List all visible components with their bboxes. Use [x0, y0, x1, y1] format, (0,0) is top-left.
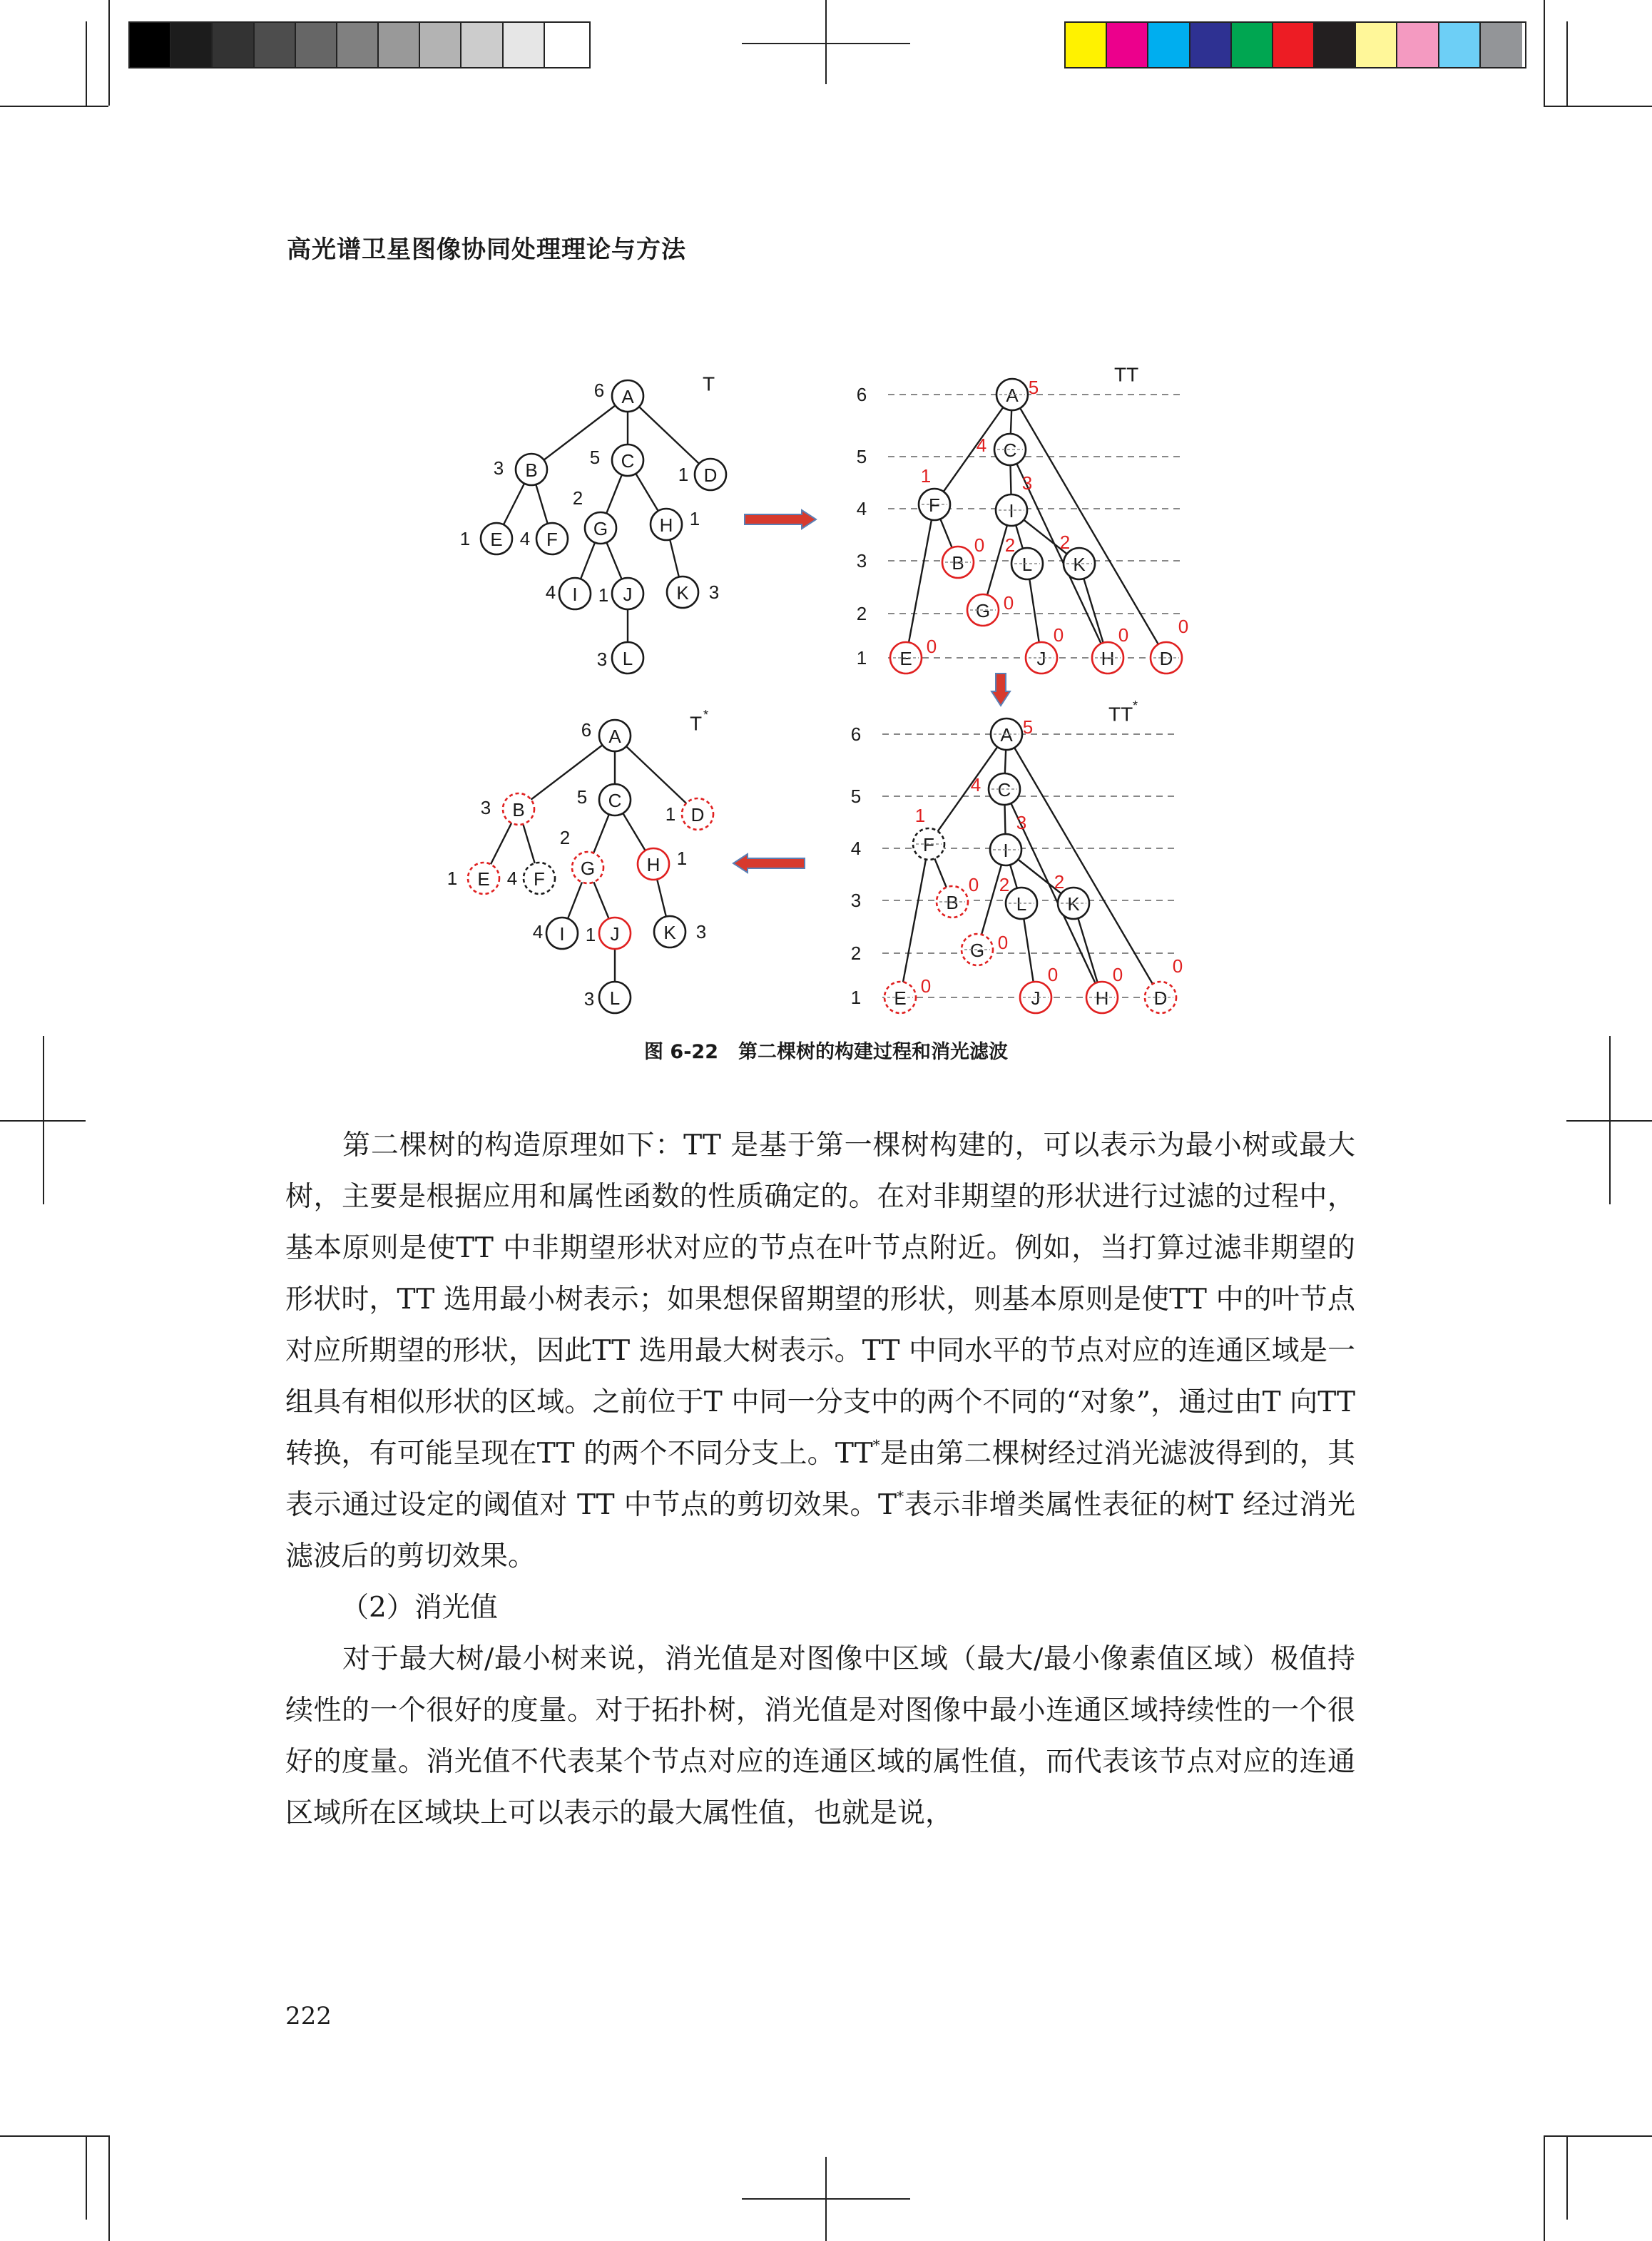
node-label: L: [1021, 554, 1033, 575]
node-label: A: [1000, 724, 1013, 746]
caption-title: 第二棵树的构建过程和消光滤波: [738, 1041, 1008, 1063]
node-weight: 1: [665, 803, 676, 825]
body-text: [285, 1120, 1355, 1839]
node-label: F: [534, 868, 545, 890]
registration-mark: [0, 1120, 86, 1122]
node-weight: 1: [459, 528, 471, 549]
node-weight: 3: [708, 581, 720, 603]
node-weight: 1: [447, 868, 458, 889]
node-label: G: [969, 940, 985, 961]
node-weight: 0: [1118, 624, 1129, 646]
tree-edge: [900, 844, 932, 997]
node-label: C: [621, 450, 635, 472]
node-weight: 2: [559, 827, 571, 848]
node-label: E: [490, 529, 503, 550]
tree-label-star: *: [1133, 698, 1138, 713]
node-weight: 2: [572, 487, 583, 509]
node-label: G: [593, 518, 608, 539]
node-label: J: [610, 923, 620, 945]
node-label: B: [952, 552, 964, 574]
node-weight: 3: [596, 649, 608, 670]
node-weight: 1: [689, 508, 700, 529]
node-label: I: [1003, 840, 1009, 861]
node-weight: 3: [583, 988, 595, 1010]
crop-mark: [86, 2135, 87, 2220]
node-label: K: [676, 582, 689, 604]
node-label: L: [609, 987, 621, 1009]
node-weight: 1: [676, 848, 688, 869]
level-label: 6: [856, 384, 867, 405]
node-weight: 2: [1004, 534, 1016, 556]
node-label: H: [646, 854, 661, 875]
node-weight: 2: [1059, 532, 1071, 553]
node-label: L: [622, 648, 633, 669]
node-weight: 3: [1021, 472, 1033, 494]
node-weight: 6: [581, 719, 592, 741]
level-label: 6: [850, 723, 862, 745]
node-weight: 1: [598, 584, 609, 606]
transform-arrow-right: [745, 510, 816, 529]
node-label: G: [580, 858, 596, 879]
filter-arrow-down: [991, 674, 1010, 706]
node-label: A: [608, 726, 621, 747]
transform-arrow-left: [733, 854, 805, 873]
tree-label: T: [703, 372, 715, 395]
registration-mark: [1566, 1120, 1652, 1122]
node-label: K: [1067, 893, 1080, 915]
node-weight: 0: [1178, 616, 1189, 637]
node-label: H: [1101, 648, 1115, 669]
paragraph: 第二棵树的构造原理如下：TT 是基于第一棵树构建的，可以表示为最小树或最大树，主要是根据应用和属性函数的性质确定的。在对非期望的形状进行过滤的过程中，基本原则是使TT 中非期望形状对应的节点在叶节点附近。例如，当打算过滤非期望的形状时，TT 选用最小树表示；如果想保留期望的形状，则基本原则是使TT 中的叶节点对应所期望的形状，因此TT 选用最大树表示。TT 中同水平的节点对应的连通区域是一组具有相似形状的区域。之前位于T 中同一分支中的两个不同的“对象”，通过由T 向TT 转换，有可能呈现在TT 的两个不同分支上。TT*是由第二棵树经过消光滤波得到的，其表示通过设定的阈值对 TT 中节点的剪切效果。T*表示非增类属性表征的树T 经过消光滤波后的剪切效果。: [285, 1129, 1355, 1572]
node-label: E: [894, 987, 907, 1009]
node-weight: 3: [1016, 812, 1027, 833]
node-label: A: [621, 386, 634, 407]
node-weight: 3: [480, 797, 491, 818]
level-label: 5: [850, 786, 862, 807]
tree-edge: [906, 504, 934, 658]
node-label: B: [525, 459, 538, 481]
node-weight: 4: [506, 868, 518, 889]
node-label: J: [1031, 987, 1041, 1009]
paragraph: 对于最大树/最小树来说，消光值是对图像中区域（最大/最小像素值区域）极值持续性的一个很好的度量。对于拓扑树，消光值是对图像中最小连通区域持续性的一个很好的度量。消光值不代表某个节点对应的连通区域的属性值，而代表该节点对应的连通区域所在区域块上可以表示的最大属性值，也就是说，: [285, 1643, 1355, 1829]
node-weight: 0: [1172, 955, 1183, 977]
node-weight: 4: [519, 528, 531, 549]
node-weight: 6: [593, 380, 605, 401]
node-label: C: [1003, 439, 1017, 461]
node-weight: 3: [493, 457, 504, 479]
node-weight: 0: [926, 636, 937, 657]
node-weight: 2: [999, 874, 1010, 895]
node-weight: 2: [1054, 871, 1065, 893]
node-label: K: [1073, 554, 1086, 575]
node-label: D: [1159, 648, 1173, 669]
node-weight: 0: [1047, 964, 1059, 985]
node-label: J: [1036, 648, 1046, 669]
node-label: I: [572, 584, 578, 605]
tree-label-star: *: [703, 708, 709, 722]
crop-mark: [1544, 2135, 1545, 2241]
page-number: 222: [285, 2002, 332, 2031]
level-label: 1: [850, 987, 862, 1008]
node-label: C: [997, 779, 1011, 801]
node-label: F: [929, 494, 940, 516]
node-label: J: [623, 584, 633, 605]
node-label: F: [546, 529, 558, 550]
node-weight: 3: [695, 921, 707, 942]
figure-caption: [0, 1036, 1652, 1064]
superscript-star: *: [897, 1488, 904, 1505]
level-label: 3: [850, 890, 862, 911]
section-item: （2）消光值: [341, 1592, 498, 1624]
tree-label: TT: [1108, 703, 1133, 726]
crop-mark: [1544, 2135, 1652, 2137]
node-weight: 0: [1112, 964, 1123, 985]
crop-mark: [0, 2135, 108, 2137]
node-weight: 4: [532, 921, 544, 942]
level-label: 4: [856, 498, 867, 519]
node-weight: 5: [1022, 716, 1034, 738]
crop-mark: [1566, 2135, 1568, 2220]
node-weight: 5: [1028, 377, 1039, 398]
node-label: B: [512, 799, 525, 820]
node-weight: 5: [576, 786, 588, 808]
node-label: L: [1016, 893, 1027, 915]
node-weight: 1: [920, 465, 932, 487]
node-label: D: [1153, 987, 1168, 1009]
node-label: H: [1095, 987, 1109, 1009]
level-label: 2: [856, 603, 867, 624]
node-label: C: [608, 790, 622, 811]
tree-label: T: [690, 712, 703, 735]
node-weight: 0: [968, 874, 979, 895]
node-label: H: [659, 514, 673, 536]
node-label: G: [975, 600, 991, 621]
node-weight: 5: [589, 447, 601, 468]
node-weight: 4: [545, 581, 556, 603]
node-weight: 4: [976, 435, 987, 456]
crop-mark: [108, 2135, 110, 2241]
node-label: B: [946, 892, 959, 913]
node-weight: 0: [1053, 624, 1064, 646]
level-label: 4: [850, 838, 862, 859]
level-label: 5: [856, 446, 867, 467]
node-label: K: [663, 922, 676, 943]
node-label: D: [703, 464, 718, 486]
node-label: E: [899, 648, 912, 669]
node-weight: 0: [997, 932, 1009, 953]
node-label: I: [559, 923, 565, 945]
registration-mark: [742, 2198, 910, 2200]
node-weight: 0: [1003, 592, 1014, 614]
node-label: E: [477, 868, 490, 890]
node-weight: 1: [678, 464, 689, 485]
node-label: D: [690, 804, 705, 825]
running-head: 高光谱卫星图像协同处理理论与方法: [287, 235, 686, 264]
node-label: F: [923, 834, 934, 855]
level-label: 3: [856, 550, 867, 571]
level-label: 1: [856, 647, 867, 669]
tree-label: TT: [1114, 363, 1139, 386]
node-label: I: [1009, 500, 1014, 522]
node-weight: 1: [585, 924, 596, 945]
node-weight: 4: [970, 774, 981, 796]
node-weight: 0: [920, 975, 932, 997]
superscript-star: *: [872, 1436, 880, 1453]
node-weight: 1: [914, 805, 926, 826]
level-label: 2: [850, 942, 862, 964]
node-label: A: [1006, 385, 1019, 406]
figure-6-22: [0, 0, 1652, 1027]
caption-number: 图 6-22: [644, 1041, 718, 1063]
node-weight: 0: [974, 534, 985, 556]
